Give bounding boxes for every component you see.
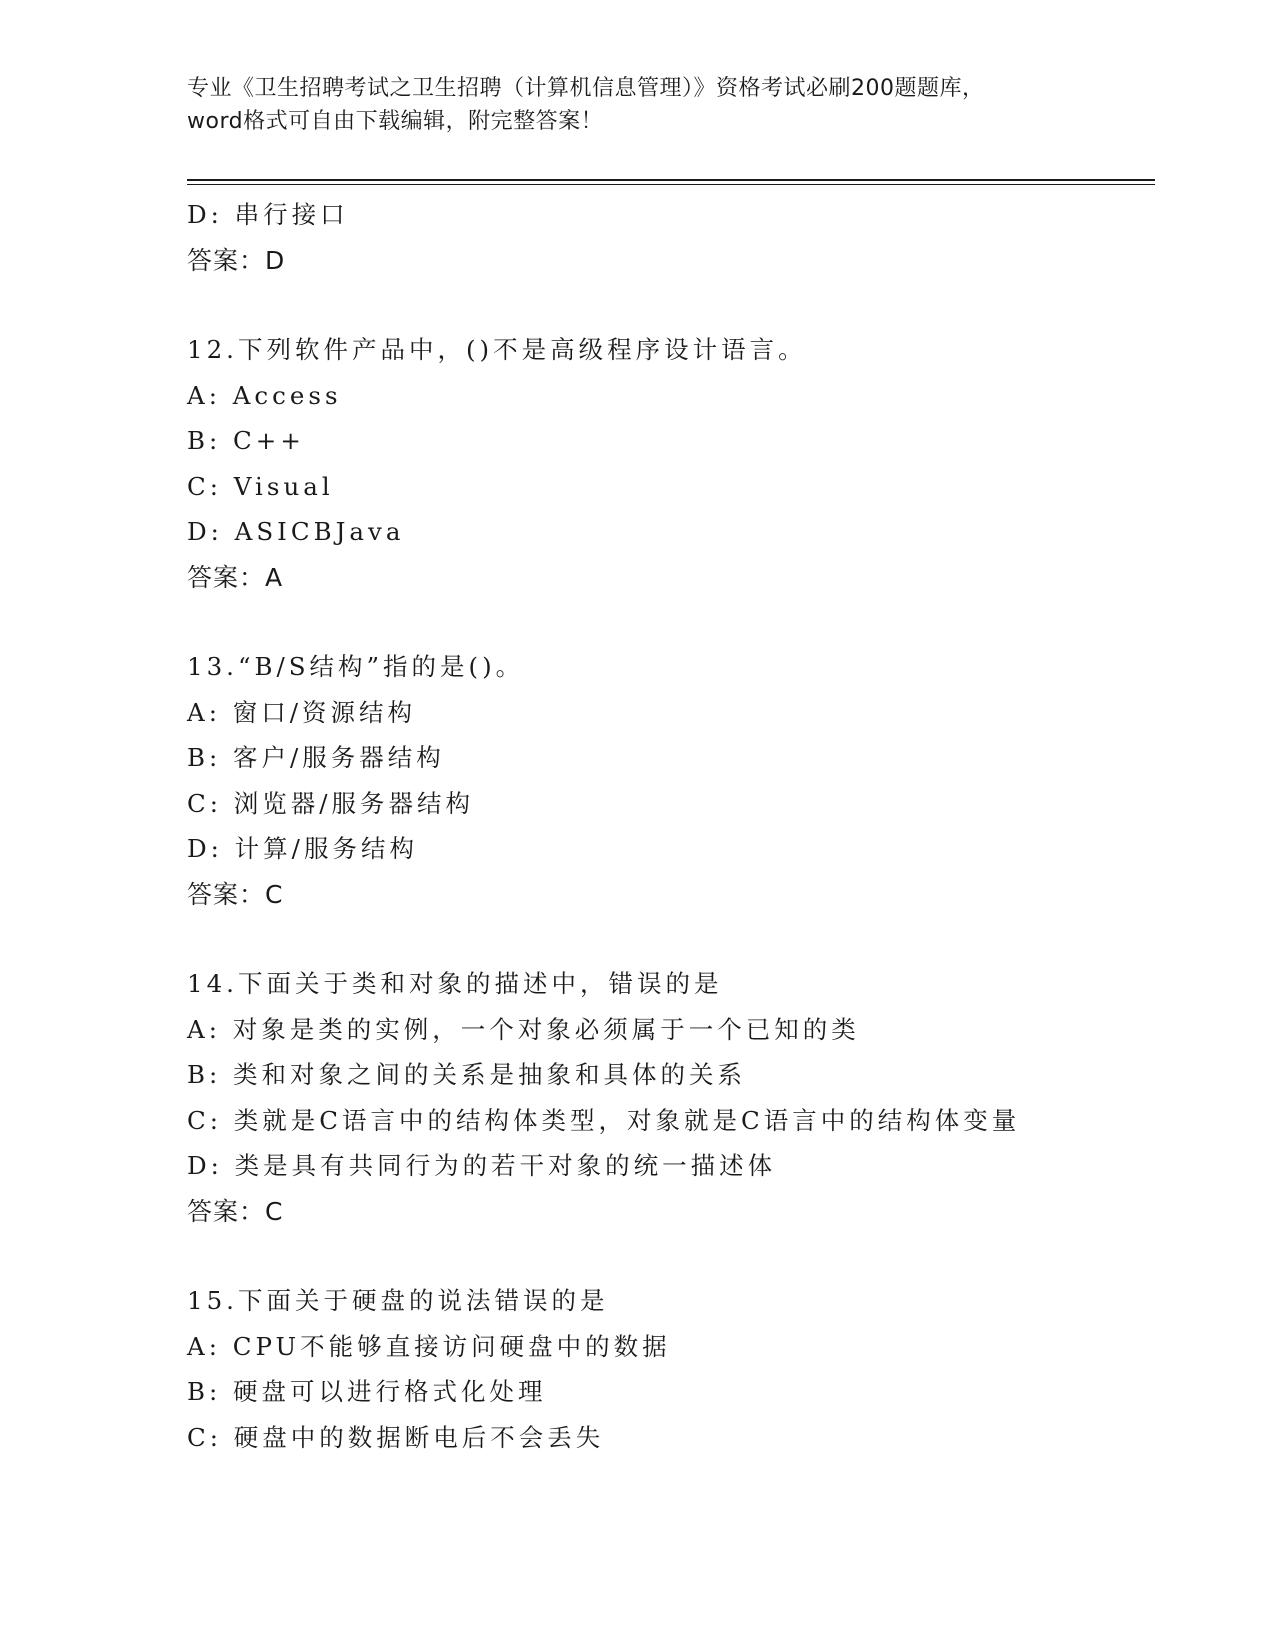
question-list [187,192,1187,1460]
answer: 答案：A [187,562,284,592]
option-b: B: C++ [187,426,305,455]
answer: 答案：D [187,245,286,275]
question-14 [187,961,1187,1234]
answer: 答案：C [187,879,284,909]
option-c: C: 类就是C语言中的结构体类型，对象就是C语言中的结构体变量 [187,1105,1021,1135]
option-b: B: 类和对象之间的关系是抽象和具体的关系 [187,1060,747,1089]
option-a: A: 窗口/资源结构 [187,697,416,727]
option-b: B: 硬盘可以进行格式化处理 [187,1377,547,1406]
header-divider-thick [187,179,1155,181]
question-15 [187,1278,1187,1460]
option-d: D: 类是具有共同行为的若干对象的统一描述体 [187,1151,777,1180]
question-stem: 12.下列软件产品中，()不是高级程序设计语言。 [187,335,807,364]
option-b: B: 客户/服务器结构 [187,743,445,772]
option-c: C: Visual [187,471,334,501]
option-a: A: Access [187,380,342,410]
header-line-1: 专业《卫生招聘考试之卫生招聘（计算机信息管理）》资格考试必刷200题题库， [187,76,985,101]
question-stem: 13.“B/S结构”指的是()。 [187,652,525,681]
question-13 [187,644,1187,917]
spacer [187,917,1187,961]
header-line-2: word格式可自由下载编辑，附完整答案！ [187,109,604,134]
option-d: D: ASICBJava [187,517,405,546]
question-stem: 15.下面关于硬盘的说法错误的是 [187,1286,609,1315]
header-divider-thin [187,184,1155,185]
document-header [187,72,1087,138]
option-a: A: CPU不能够直接访问硬盘中的数据 [187,1331,671,1361]
option-c: C: 浏览器/服务器结构 [187,788,475,818]
spacer [187,283,1187,327]
option-d: D: 串行接口 [187,200,349,229]
answer: 答案：C [187,1196,284,1226]
spacer [187,600,1187,644]
option-a: A: 对象是类的实例，一个对象必须属于一个已知的类 [187,1014,860,1044]
question-stem: 14.下面关于类和对象的描述中，错误的是 [187,969,723,998]
question-12 [187,327,1187,600]
option-c: C: 硬盘中的数据断电后不会丢失 [187,1422,605,1452]
spacer [187,1234,1187,1278]
option-d: D: 计算/服务结构 [187,834,418,863]
